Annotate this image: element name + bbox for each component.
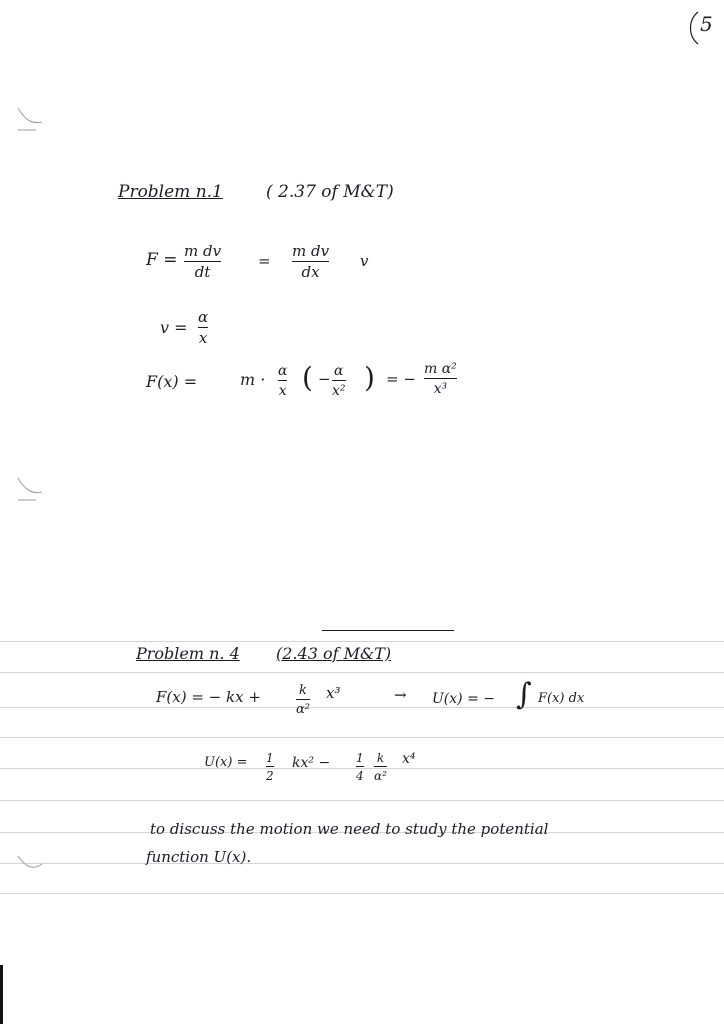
problem4-reference: (2.43 of M&T)	[276, 644, 392, 663]
open-paren: (	[302, 361, 313, 394]
mass-factor: m ·	[240, 370, 266, 389]
fraction-m-dv-dx	[292, 244, 329, 280]
velocity-lhs: v =	[160, 318, 188, 337]
fraction-m-dv-dt	[184, 244, 221, 280]
fraction-numerator: α	[332, 364, 346, 381]
fraction-alpha-over-x	[278, 364, 287, 398]
fraction-numerator: α	[278, 363, 288, 379]
problem4-heading: Problem n. 4	[136, 644, 240, 663]
fraction-denominator: α²	[374, 769, 387, 783]
fraction-numerator: m α²	[424, 361, 457, 377]
fraction-numerator: α	[198, 308, 209, 326]
fraction-numerator: k	[296, 684, 310, 700]
integral-sign: ∫	[516, 677, 532, 712]
fraction-alpha-over-x	[198, 310, 208, 346]
kx-squared-minus: kx² −	[292, 755, 331, 771]
fraction-k-over-alpha2	[296, 684, 310, 716]
force-of-x-lhs: F(x) =	[146, 372, 198, 391]
ruled-line	[0, 737, 724, 738]
binder-hole-mark	[0, 470, 44, 510]
fraction-numerator: 1	[266, 751, 274, 765]
x-cubed: x³	[326, 684, 341, 702]
note-line-1: to discuss the motion we need to study the potential	[150, 820, 549, 838]
binder-hole-mark	[0, 848, 44, 878]
force-of-x-expression: F(x) = − kx +	[156, 688, 261, 706]
page-edge-shadow	[0, 965, 3, 1024]
fraction-denominator: x	[278, 383, 287, 399]
fraction-m-alpha2-over-x3	[424, 362, 457, 396]
note-line-2: function U(x).	[146, 848, 252, 866]
problem1-reference: ( 2.37 of M&T)	[266, 182, 394, 202]
fraction-numerator: 1	[356, 751, 364, 765]
x-fourth: x⁴	[402, 751, 416, 767]
fraction-numerator: m dv	[292, 242, 330, 260]
potential-lhs: U(x) =	[204, 755, 248, 770]
ruled-line	[0, 672, 724, 673]
equals-sign: =	[258, 252, 271, 270]
ruled-line	[0, 641, 724, 642]
ruled-line	[0, 893, 724, 894]
fraction-alpha-over-x-squared	[332, 364, 346, 398]
fraction-denominator: x²	[332, 383, 346, 399]
close-paren: )	[364, 361, 375, 394]
fraction-denominator: α²	[296, 702, 310, 717]
fraction-one-quarter	[356, 752, 364, 782]
minus-sign: −	[318, 370, 331, 388]
force-lhs: F =	[146, 250, 178, 270]
integrand: F(x) dx	[538, 691, 585, 706]
fraction-denominator: x³	[433, 381, 448, 397]
fraction-denominator: dx	[301, 263, 320, 281]
binder-hole-mark	[0, 100, 44, 140]
fraction-k-over-alpha2	[374, 752, 387, 782]
arrow-icon: →	[394, 686, 407, 704]
equals-minus: = −	[386, 370, 416, 388]
section-separator	[322, 630, 454, 631]
fraction-denominator: dt	[194, 263, 211, 281]
fraction-numerator: k	[374, 752, 387, 767]
ruled-line	[0, 863, 724, 864]
page-number: 5	[700, 12, 713, 36]
velocity-factor: v	[360, 252, 369, 270]
fraction-denominator: 4	[356, 769, 364, 783]
ruled-line	[0, 800, 724, 801]
problem1-heading: Problem n.1	[118, 182, 223, 202]
fraction-denominator: x	[198, 329, 208, 347]
fraction-denominator: 2	[266, 769, 274, 783]
ruled-line	[0, 707, 724, 708]
potential-expression: U(x) = −	[432, 691, 495, 707]
fraction-one-half	[266, 752, 274, 782]
fraction-numerator: m dv	[184, 242, 222, 260]
